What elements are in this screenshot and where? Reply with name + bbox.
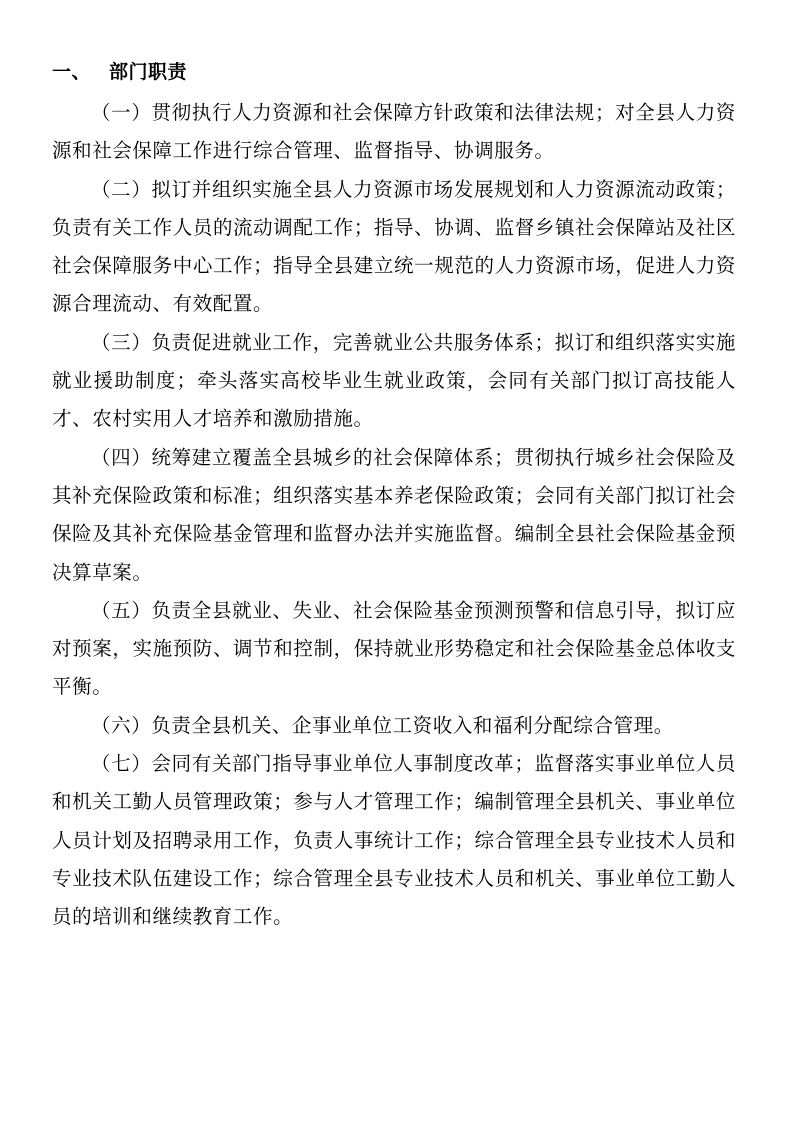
duty-paragraph-1: （一）贯彻执行人力资源和社会保障方针政策和法律法规；对全县人力资源和社会保障工作进行综合管理、监督指导、协调服务。 xyxy=(52,101,736,163)
section-heading xyxy=(52,54,187,90)
duty-paragraph-3: （三）负责促进就业工作，完善就业公共服务体系；拟订和组织落实实施就业援助制度；牵头落实高校毕业生就业政策，会同有关部门拟订高技能人才、农村实用人才培养和激励措施。 xyxy=(52,330,736,431)
section-title: 部门职责 xyxy=(109,61,188,83)
section-number: 一、 xyxy=(52,61,92,83)
section-body xyxy=(52,94,736,937)
duty-paragraph-2: （二）拟订并组织实施全县人力资源市场发展规划和人力资源流动政策；负责有关工作人员的流动调配工作；指导、协调、监督乡镇社会保障站及社区社会保障服务中心工作；指导全县建立统一规范的人力资源市场，促进人力资源合理流动、有效配置。 xyxy=(52,177,736,316)
duty-paragraph-5: （五）负责全县就业、失业、社会保险基金预测预警和信息引导，拟订应对预案，实施预防、调节和控制，保持就业形势稳定和社会保险基金总体收支平衡。 xyxy=(52,598,736,699)
duty-paragraph-4: （四）统筹建立覆盖全县城乡的社会保障体系；贯彻执行城乡社会保险及其补充保险政策和标准；组织落实基本养老保险政策；会同有关部门拟订社会保险及其补充保险基金管理和监督办法并实施监督。编制全县社会保险基金预决算草案。 xyxy=(52,445,736,584)
duty-paragraph-7: （七）会同有关部门指导事业单位人事制度改革；监督落实事业单位人员和机关工勤人员管理政策；参与人才管理工作；编制管理全县机关、事业单位人员计划及招聘录用工作，负责人事统计工作；综合管理全县专业技术人员和专业技术队伍建设工作；综合管理全县专业技术人员和机关、事业单位工勤人员的培训和继续教育工作。 xyxy=(52,752,736,929)
duty-paragraph-6: （六）负责全县机关、企事业单位工资收入和福利分配综合管理。 xyxy=(91,713,674,737)
